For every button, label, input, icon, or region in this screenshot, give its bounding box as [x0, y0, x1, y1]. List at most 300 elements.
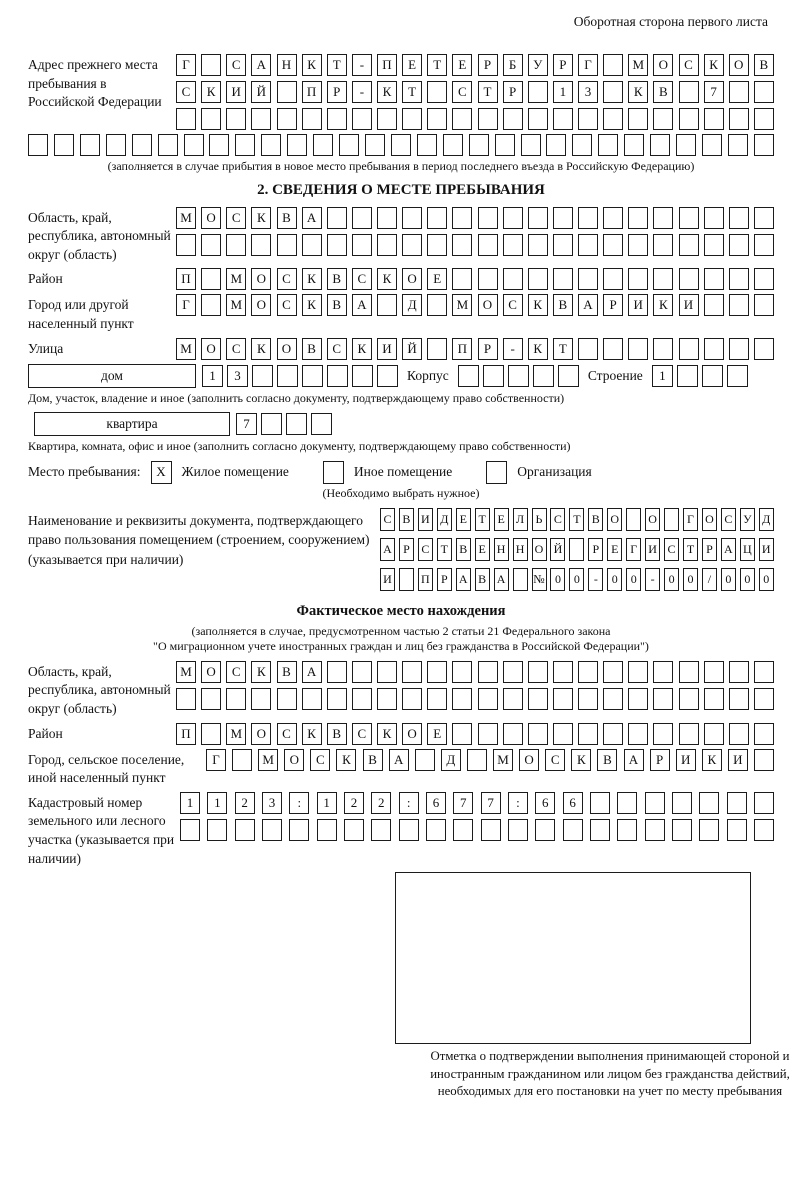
char-box[interactable] [729, 661, 749, 683]
char-box[interactable] [553, 207, 573, 229]
char-box[interactable] [180, 819, 200, 841]
char-box[interactable] [704, 338, 724, 360]
char-box[interactable] [402, 207, 422, 229]
char-box[interactable] [672, 792, 692, 814]
char-box[interactable]: Р [478, 54, 498, 76]
char-box[interactable] [287, 134, 307, 156]
char-box[interactable]: С [503, 294, 523, 316]
char-box[interactable] [754, 749, 774, 771]
char-box[interactable] [352, 207, 372, 229]
char-box[interactable]: С [176, 81, 196, 103]
char-box[interactable]: П [176, 723, 196, 745]
char-box[interactable] [452, 108, 472, 130]
char-box[interactable]: И [377, 338, 397, 360]
char-box[interactable]: Е [452, 54, 472, 76]
char-box[interactable]: Н [494, 538, 509, 561]
char-box[interactable]: У [528, 54, 548, 76]
char-box[interactable] [528, 108, 548, 130]
char-box[interactable] [176, 108, 196, 130]
document-row-3[interactable] [380, 568, 774, 591]
char-box[interactable] [628, 661, 648, 683]
char-box[interactable] [704, 294, 724, 316]
char-box[interactable] [704, 688, 724, 710]
char-box[interactable] [452, 268, 472, 290]
char-box[interactable] [528, 723, 548, 745]
char-box[interactable]: О [519, 749, 539, 771]
char-box[interactable]: В [327, 723, 347, 745]
char-box[interactable] [427, 688, 447, 710]
char-box[interactable] [754, 234, 774, 256]
char-box[interactable] [754, 268, 774, 290]
char-box[interactable] [415, 749, 435, 771]
char-box[interactable] [672, 819, 692, 841]
char-box[interactable] [478, 207, 498, 229]
char-box[interactable] [653, 234, 673, 256]
char-box[interactable]: О [201, 207, 221, 229]
char-box[interactable] [377, 688, 397, 710]
char-box[interactable]: 6 [426, 792, 446, 814]
char-box[interactable] [377, 108, 397, 130]
char-box[interactable]: Е [475, 538, 490, 561]
char-box[interactable]: 0 [759, 568, 774, 591]
char-box[interactable] [201, 268, 221, 290]
char-box[interactable]: Р [588, 538, 603, 561]
char-box[interactable] [653, 688, 673, 710]
char-box[interactable] [377, 365, 398, 387]
char-box[interactable]: 3 [262, 792, 282, 814]
char-box[interactable] [628, 108, 648, 130]
char-box[interactable]: 0 [740, 568, 755, 591]
char-box[interactable]: К [704, 54, 724, 76]
char-box[interactable] [483, 365, 504, 387]
char-box[interactable] [653, 338, 673, 360]
char-box[interactable]: Е [427, 268, 447, 290]
char-box[interactable]: С [327, 338, 347, 360]
char-box[interactable] [443, 134, 463, 156]
char-box[interactable] [201, 294, 221, 316]
char-box[interactable]: О [201, 338, 221, 360]
char-box[interactable] [399, 819, 419, 841]
char-box[interactable]: Д [437, 508, 452, 531]
char-box[interactable]: В [327, 268, 347, 290]
char-box[interactable] [704, 108, 724, 130]
char-box[interactable]: 7 [453, 792, 473, 814]
char-box[interactable] [427, 108, 447, 130]
char-box[interactable]: Н [513, 538, 528, 561]
char-box[interactable]: 2 [344, 792, 364, 814]
char-box[interactable] [578, 661, 598, 683]
char-box[interactable]: В [399, 508, 414, 531]
char-box[interactable] [452, 723, 472, 745]
char-box[interactable] [590, 792, 610, 814]
char-box[interactable] [201, 723, 221, 745]
char-box[interactable]: И [759, 538, 774, 561]
char-box[interactable]: О [284, 749, 304, 771]
house-number-cells[interactable] [202, 365, 398, 387]
char-box[interactable] [650, 134, 670, 156]
char-box[interactable] [478, 268, 498, 290]
char-box[interactable] [679, 207, 699, 229]
char-box[interactable] [478, 661, 498, 683]
char-box[interactable]: Б [503, 54, 523, 76]
char-box[interactable]: С [277, 294, 297, 316]
char-box[interactable]: Д [402, 294, 422, 316]
char-box[interactable]: 1 [652, 365, 673, 387]
char-box[interactable] [603, 207, 623, 229]
char-box[interactable] [528, 234, 548, 256]
char-box[interactable] [417, 134, 437, 156]
char-box[interactable]: У [740, 508, 755, 531]
char-box[interactable]: С [380, 508, 395, 531]
house-type-box[interactable]: дом [28, 364, 196, 388]
char-box[interactable] [569, 538, 584, 561]
char-box[interactable] [626, 508, 641, 531]
char-box[interactable] [754, 207, 774, 229]
char-box[interactable] [235, 134, 255, 156]
char-box[interactable]: К [377, 268, 397, 290]
char-box[interactable]: Е [456, 508, 471, 531]
char-box[interactable]: Т [427, 54, 447, 76]
char-box[interactable]: К [528, 294, 548, 316]
char-box[interactable]: Е [402, 54, 422, 76]
char-box[interactable]: В [302, 338, 322, 360]
char-box[interactable] [503, 723, 523, 745]
char-box[interactable] [452, 661, 472, 683]
char-box[interactable]: А [389, 749, 409, 771]
char-box[interactable] [679, 661, 699, 683]
char-box[interactable] [603, 81, 623, 103]
char-box[interactable]: С [352, 268, 372, 290]
char-box[interactable]: Р [327, 81, 347, 103]
actual-district-row[interactable] [176, 723, 774, 745]
char-box[interactable] [553, 268, 573, 290]
char-box[interactable] [377, 294, 397, 316]
char-box[interactable] [286, 413, 307, 435]
char-box[interactable]: К [352, 338, 372, 360]
char-box[interactable]: М [628, 54, 648, 76]
char-box[interactable] [628, 688, 648, 710]
char-box[interactable] [226, 234, 246, 256]
char-box[interactable] [184, 134, 204, 156]
char-box[interactable] [365, 134, 385, 156]
char-box[interactable] [653, 268, 673, 290]
char-box[interactable] [676, 134, 696, 156]
char-box[interactable] [402, 661, 422, 683]
char-box[interactable] [653, 207, 673, 229]
char-box[interactable] [624, 134, 644, 156]
char-box[interactable]: К [302, 723, 322, 745]
char-box[interactable]: 0 [683, 568, 698, 591]
char-box[interactable] [578, 234, 598, 256]
char-box[interactable]: Г [626, 538, 641, 561]
char-box[interactable] [727, 365, 748, 387]
char-box[interactable] [628, 338, 648, 360]
char-box[interactable] [503, 207, 523, 229]
char-box[interactable] [277, 108, 297, 130]
char-box[interactable]: А [494, 568, 509, 591]
char-box[interactable] [704, 207, 724, 229]
char-box[interactable] [553, 661, 573, 683]
char-box[interactable] [603, 234, 623, 256]
char-box[interactable] [508, 819, 528, 841]
char-box[interactable] [201, 234, 221, 256]
char-box[interactable]: С [550, 508, 565, 531]
char-box[interactable] [699, 819, 719, 841]
char-box[interactable] [176, 234, 196, 256]
char-box[interactable] [603, 108, 623, 130]
char-box[interactable] [352, 661, 372, 683]
char-box[interactable] [327, 234, 347, 256]
char-box[interactable] [377, 661, 397, 683]
char-box[interactable] [427, 207, 447, 229]
char-box[interactable] [754, 338, 774, 360]
char-box[interactable]: С [277, 268, 297, 290]
char-box[interactable] [28, 134, 48, 156]
char-box[interactable] [704, 234, 724, 256]
char-box[interactable] [603, 661, 623, 683]
char-box[interactable]: С [226, 338, 246, 360]
char-box[interactable]: Е [494, 508, 509, 531]
char-box[interactable]: А [624, 749, 644, 771]
char-box[interactable] [754, 661, 774, 683]
char-box[interactable] [377, 234, 397, 256]
char-box[interactable]: Т [437, 538, 452, 561]
char-box[interactable] [729, 108, 749, 130]
char-box[interactable] [563, 819, 583, 841]
char-box[interactable] [277, 234, 297, 256]
char-box[interactable] [277, 365, 298, 387]
char-box[interactable]: С [277, 723, 297, 745]
char-box[interactable] [352, 108, 372, 130]
stay-option-organization-checkbox[interactable] [486, 461, 507, 484]
char-box[interactable] [553, 688, 573, 710]
char-box[interactable] [704, 723, 724, 745]
char-box[interactable] [653, 723, 673, 745]
char-box[interactable] [289, 819, 309, 841]
char-box[interactable] [645, 819, 665, 841]
char-box[interactable] [558, 365, 579, 387]
char-box[interactable] [352, 688, 372, 710]
char-box[interactable] [277, 81, 297, 103]
char-box[interactable]: А [352, 294, 372, 316]
region-row-2[interactable] [176, 234, 774, 256]
char-box[interactable] [628, 723, 648, 745]
char-box[interactable] [578, 268, 598, 290]
char-box[interactable]: 2 [371, 792, 391, 814]
char-box[interactable]: И [226, 81, 246, 103]
char-box[interactable]: К [702, 749, 722, 771]
char-box[interactable] [302, 365, 323, 387]
char-box[interactable] [302, 688, 322, 710]
char-box[interactable]: : [508, 792, 528, 814]
char-box[interactable]: - [645, 568, 660, 591]
prev-address-row-2[interactable] [176, 81, 774, 103]
char-box[interactable] [679, 234, 699, 256]
char-box[interactable]: Р [437, 568, 452, 591]
char-box[interactable] [158, 134, 178, 156]
char-box[interactable] [653, 661, 673, 683]
char-box[interactable]: Ц [740, 538, 755, 561]
char-box[interactable]: И [728, 749, 748, 771]
char-box[interactable]: - [503, 338, 523, 360]
char-box[interactable]: С [664, 538, 679, 561]
char-box[interactable]: И [645, 538, 660, 561]
char-box[interactable] [251, 688, 271, 710]
char-box[interactable]: О [201, 661, 221, 683]
char-box[interactable]: Т [402, 81, 422, 103]
char-box[interactable] [628, 268, 648, 290]
char-box[interactable]: В [653, 81, 673, 103]
char-box[interactable] [277, 688, 297, 710]
char-box[interactable] [729, 207, 749, 229]
char-box[interactable] [209, 134, 229, 156]
char-box[interactable]: С [721, 508, 736, 531]
char-box[interactable]: 0 [607, 568, 622, 591]
char-box[interactable] [578, 108, 598, 130]
char-box[interactable]: К [377, 81, 397, 103]
char-box[interactable] [495, 134, 515, 156]
char-box[interactable] [645, 792, 665, 814]
char-box[interactable] [80, 134, 100, 156]
char-box[interactable] [327, 688, 347, 710]
char-box[interactable]: № [532, 568, 547, 591]
char-box[interactable]: 7 [236, 413, 257, 435]
char-box[interactable]: К [528, 338, 548, 360]
char-box[interactable]: А [251, 54, 271, 76]
region-row-1[interactable] [176, 207, 774, 229]
char-box[interactable] [535, 819, 555, 841]
char-box[interactable] [521, 134, 541, 156]
char-box[interactable] [201, 54, 221, 76]
char-box[interactable] [508, 365, 529, 387]
char-box[interactable] [478, 234, 498, 256]
char-box[interactable] [132, 134, 152, 156]
char-box[interactable] [371, 819, 391, 841]
char-box[interactable] [754, 134, 774, 156]
char-box[interactable] [553, 234, 573, 256]
char-box[interactable]: С [226, 207, 246, 229]
char-box[interactable]: 7 [704, 81, 724, 103]
char-box[interactable]: О [402, 723, 422, 745]
char-box[interactable] [452, 234, 472, 256]
char-box[interactable] [598, 134, 618, 156]
char-box[interactable]: В [327, 294, 347, 316]
document-row-2[interactable] [380, 538, 774, 561]
char-box[interactable] [344, 819, 364, 841]
char-box[interactable] [528, 268, 548, 290]
char-box[interactable] [176, 688, 196, 710]
char-box[interactable]: В [277, 661, 297, 683]
char-box[interactable]: Р [650, 749, 670, 771]
char-box[interactable] [727, 792, 747, 814]
char-box[interactable] [617, 792, 637, 814]
char-box[interactable] [729, 294, 749, 316]
korpus-cells[interactable] [458, 365, 579, 387]
char-box[interactable] [478, 108, 498, 130]
char-box[interactable] [704, 268, 724, 290]
char-box[interactable] [452, 207, 472, 229]
char-box[interactable] [427, 81, 447, 103]
char-box[interactable]: О [277, 338, 297, 360]
char-box[interactable] [664, 508, 679, 531]
char-box[interactable] [453, 819, 473, 841]
char-box[interactable]: 1 [553, 81, 573, 103]
char-box[interactable] [679, 81, 699, 103]
char-box[interactable] [553, 723, 573, 745]
char-box[interactable]: Л [513, 508, 528, 531]
char-box[interactable]: С [545, 749, 565, 771]
char-box[interactable]: О [653, 54, 673, 76]
apartment-type-box[interactable]: квартира [34, 412, 230, 436]
char-box[interactable]: Е [427, 723, 447, 745]
char-box[interactable]: Т [569, 508, 584, 531]
char-box[interactable]: Т [553, 338, 573, 360]
char-box[interactable] [603, 723, 623, 745]
char-box[interactable]: Р [478, 338, 498, 360]
char-box[interactable]: М [452, 294, 472, 316]
char-box[interactable]: Т [475, 508, 490, 531]
char-box[interactable] [503, 268, 523, 290]
char-box[interactable]: О [251, 268, 271, 290]
char-box[interactable]: Г [176, 54, 196, 76]
char-box[interactable] [235, 819, 255, 841]
char-box[interactable] [754, 294, 774, 316]
char-box[interactable] [503, 688, 523, 710]
char-box[interactable]: 0 [550, 568, 565, 591]
char-box[interactable]: 3 [227, 365, 248, 387]
char-box[interactable]: - [352, 54, 372, 76]
char-box[interactable] [603, 54, 623, 76]
char-box[interactable]: П [302, 81, 322, 103]
char-box[interactable]: Р [603, 294, 623, 316]
char-box[interactable] [311, 413, 332, 435]
char-box[interactable]: В [363, 749, 383, 771]
char-box[interactable]: П [452, 338, 472, 360]
char-box[interactable]: 3 [578, 81, 598, 103]
char-box[interactable] [251, 234, 271, 256]
cadastre-row-2[interactable] [180, 819, 774, 841]
char-box[interactable]: А [578, 294, 598, 316]
char-box[interactable] [617, 819, 637, 841]
char-box[interactable] [699, 792, 719, 814]
char-box[interactable]: О [532, 538, 547, 561]
char-box[interactable] [702, 134, 722, 156]
char-box[interactable]: 1 [202, 365, 223, 387]
char-box[interactable]: 1 [180, 792, 200, 814]
char-box[interactable] [478, 723, 498, 745]
char-box[interactable] [458, 365, 479, 387]
char-box[interactable] [729, 234, 749, 256]
char-box[interactable] [754, 792, 774, 814]
char-box[interactable]: Н [277, 54, 297, 76]
char-box[interactable]: Т [478, 81, 498, 103]
char-box[interactable] [702, 365, 723, 387]
char-box[interactable]: К [201, 81, 221, 103]
char-box[interactable]: - [588, 568, 603, 591]
char-box[interactable]: Т [683, 538, 698, 561]
char-box[interactable]: И [418, 508, 433, 531]
char-box[interactable]: О [607, 508, 622, 531]
char-box[interactable] [679, 268, 699, 290]
char-box[interactable] [528, 661, 548, 683]
char-box[interactable] [590, 819, 610, 841]
char-box[interactable]: Г [176, 294, 196, 316]
char-box[interactable] [728, 134, 748, 156]
char-box[interactable]: С [310, 749, 330, 771]
char-box[interactable]: О [251, 294, 271, 316]
cadastre-row-1[interactable] [180, 792, 774, 814]
char-box[interactable]: 0 [626, 568, 641, 591]
